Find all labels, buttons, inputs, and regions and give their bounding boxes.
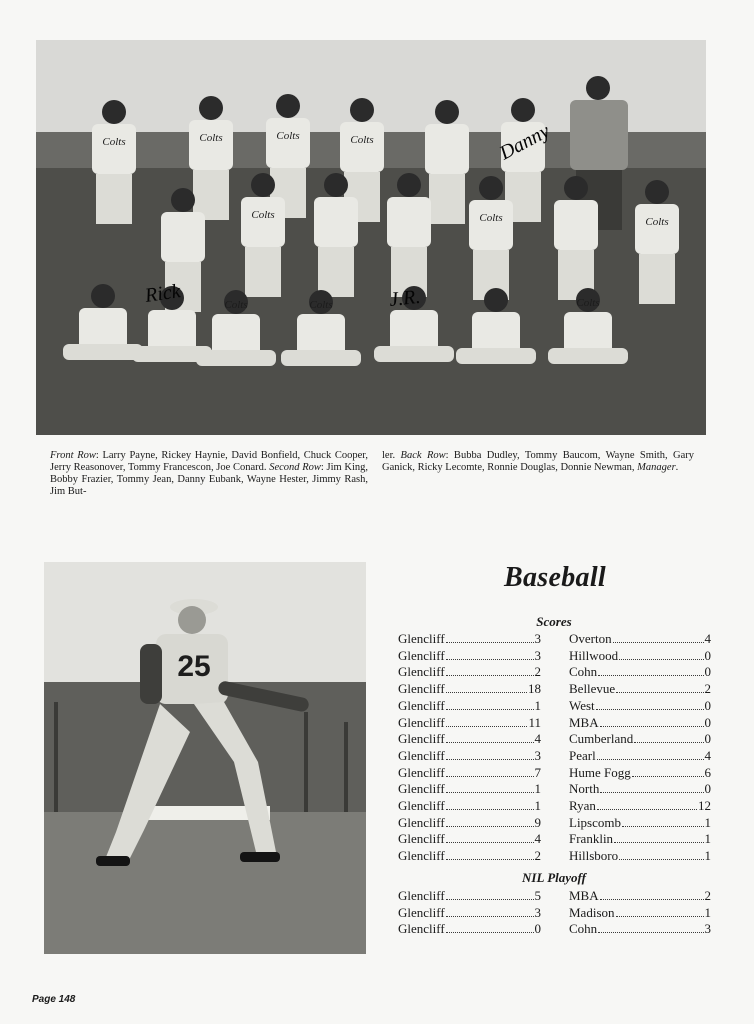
opponent-name: MBA: [569, 888, 599, 903]
leader-dots: [446, 776, 534, 777]
team-name: Glencliff: [398, 681, 445, 697]
leader-dots: [600, 792, 703, 793]
team-caption-left: [50, 450, 368, 498]
jersey-text: Colts: [251, 209, 275, 221]
opponent-name: West: [569, 697, 595, 713]
front-row-names: : Larry Payne, Rickey Haynie, David Bonfield, Chuck Cooper, Jerry Reasonover, Tommy Francescon, Joe Conard.: [50, 450, 368, 473]
opponent-entry: [569, 848, 711, 864]
opponent-name: Overton: [569, 631, 612, 646]
score-row: [398, 921, 713, 938]
front-row-label: Front Row: [50, 450, 96, 461]
leader-dots: [446, 826, 534, 827]
opponent-score: 1: [704, 848, 711, 864]
jersey-number: 25: [177, 650, 211, 683]
leader-dots: [622, 826, 704, 827]
leader-dots: [600, 726, 704, 727]
home-entry: [398, 681, 541, 697]
leader-dots: [446, 692, 527, 693]
opponent-entry: [569, 781, 711, 797]
opponent-score: 2: [704, 681, 711, 697]
team-score: 1: [534, 697, 541, 713]
home-entry: [398, 631, 541, 647]
opponent-entry: [569, 798, 711, 814]
team-score: 1: [534, 798, 541, 813]
team-score: 18: [528, 681, 541, 697]
leader-dots: [446, 916, 534, 917]
team-score: 11: [528, 714, 541, 730]
score-row: [398, 631, 713, 648]
team-name: Glencliff: [398, 697, 445, 713]
leader-dots: [614, 842, 703, 843]
leader-dots: [446, 742, 534, 743]
autograph: J.R.: [388, 285, 422, 311]
opponent-entry: [569, 921, 711, 937]
manager-label: Manager: [637, 462, 676, 473]
home-entry: [398, 888, 541, 904]
back-row-names: : Bubba Dudley, Tommy Baucom, Wayne Smith, Gary Ganick, Ricky Lecomte, Ronnie Douglas, Donnie Newman,: [382, 450, 694, 473]
section-title: Baseball: [504, 562, 606, 593]
opponent-entry: [569, 664, 711, 680]
leader-dots: [446, 932, 534, 933]
score-row: [398, 681, 713, 698]
leader-dots: [446, 859, 534, 860]
score-row: [398, 888, 713, 905]
opponent-entry: [569, 631, 711, 647]
home-entry: [398, 815, 541, 831]
opponent-name: Hillwood: [569, 647, 619, 663]
team-name: Glencliff: [398, 814, 445, 830]
opponent-score: 0: [704, 731, 711, 747]
team-score: 3: [534, 631, 541, 646]
team-score: 3: [534, 904, 541, 920]
score-row: [398, 831, 713, 848]
leader-dots: [600, 899, 704, 900]
team-name: Glencliff: [398, 747, 445, 763]
home-entry: [398, 748, 541, 764]
opponent-name: Madison: [569, 904, 615, 920]
page-number: Page 148: [32, 994, 76, 1005]
jersey-text: Colts: [645, 216, 669, 228]
opponent-score: 6: [704, 764, 711, 780]
score-row: [398, 731, 713, 748]
opponent-name: Franklin: [569, 831, 614, 847]
home-entry: [398, 921, 541, 937]
jersey-text: Colts: [276, 130, 300, 142]
caption-end: .: [675, 462, 679, 473]
second-row-names: : Jim King, Bobby Frazier, Tommy Jean, Danny Eubank, Wayne Hester, Jimmy Rash, Jim But-: [50, 462, 369, 497]
opponent-score: 0: [704, 647, 711, 663]
team-name: Glencliff: [398, 714, 445, 730]
team-name: Glencliff: [398, 798, 445, 813]
playoff-heading: NIL Playoff: [522, 870, 586, 885]
opponent-entry: [569, 731, 711, 747]
home-entry: [398, 765, 541, 781]
team-score: 3: [534, 747, 541, 763]
opponent-score: 0: [704, 781, 711, 797]
leader-dots: [616, 916, 704, 917]
opponent-name: Hume Fogg: [569, 764, 631, 780]
opponent-name: Cohn: [569, 921, 598, 937]
score-row: [398, 815, 713, 832]
home-entry: [398, 781, 541, 797]
opponent-score: 1: [704, 831, 711, 847]
opponent-score: 0: [704, 714, 711, 730]
back-row-label: Back Row: [400, 450, 446, 461]
team-score: 9: [534, 814, 541, 830]
score-row: [398, 798, 713, 815]
leader-dots: [446, 659, 534, 660]
opponent-name: Pearl: [569, 747, 596, 763]
score-row: [398, 648, 713, 665]
opponent-entry: [569, 815, 711, 831]
team-name: Glencliff: [398, 904, 445, 920]
team-photo: [36, 40, 706, 435]
team-score: 2: [534, 848, 541, 864]
team-score: 4: [534, 731, 541, 747]
team-score: 7: [534, 764, 541, 780]
home-entry: [398, 731, 541, 747]
opponent-entry: [569, 715, 711, 731]
score-row: [398, 698, 713, 715]
leader-dots: [619, 659, 703, 660]
opponent-entry: [569, 748, 711, 764]
team-caption-right: [382, 450, 694, 474]
opponent-name: North: [569, 781, 600, 797]
opponent-name: Cumberland: [569, 731, 634, 747]
leader-dots: [613, 642, 704, 643]
opponent-score: 1: [704, 904, 711, 920]
home-entry: [398, 905, 541, 921]
home-entry: [398, 648, 541, 664]
pitcher-photo: [44, 562, 366, 954]
opponent-score: 4: [704, 747, 711, 763]
leader-dots: [616, 692, 703, 693]
team-name: Glencliff: [398, 764, 445, 780]
leader-dots: [596, 709, 704, 710]
home-entry: [398, 698, 541, 714]
opponent-score: 0: [704, 664, 711, 680]
opponent-score: 0: [704, 697, 711, 713]
opponent-score: 12: [698, 798, 711, 813]
leader-dots: [446, 726, 528, 727]
opponent-name: Lipscomb: [569, 814, 621, 830]
leader-dots: [632, 776, 704, 777]
leader-dots: [598, 932, 703, 933]
team-name: Glencliff: [398, 664, 445, 680]
jersey-text: Colts: [479, 212, 503, 224]
team-name: Glencliff: [398, 647, 445, 663]
opponent-name: MBA: [569, 714, 599, 730]
team-score: 0: [534, 921, 541, 937]
leader-dots: [446, 792, 534, 793]
autograph: Rick: [143, 280, 182, 307]
leader-dots: [634, 742, 703, 743]
score-row: [398, 781, 713, 798]
leader-dots: [597, 809, 697, 810]
opponent-entry: [569, 905, 711, 921]
jersey-text: Colts: [102, 136, 126, 148]
jersey-text: Colts: [224, 299, 248, 311]
team-name: Glencliff: [398, 781, 445, 797]
leader-dots: [446, 759, 534, 760]
team-name: Glencliff: [398, 921, 445, 937]
team-name: Glencliff: [398, 888, 445, 903]
opponent-entry: [569, 698, 711, 714]
opponent-name: Hillsboro: [569, 848, 619, 864]
leader-dots: [598, 675, 703, 676]
team-score: 1: [534, 781, 541, 797]
second-row-label: Second Row: [269, 462, 321, 473]
jersey-text: Colts: [309, 299, 333, 311]
opponent-name: Ryan: [569, 798, 596, 813]
score-row: [398, 664, 713, 681]
opponent-entry: [569, 681, 711, 697]
autograph: Danny: [496, 119, 554, 165]
home-entry: [398, 848, 541, 864]
caption-continued: ler.: [382, 450, 396, 461]
leader-dots: [619, 859, 703, 860]
team-name: Glencliff: [398, 631, 445, 646]
home-entry: [398, 831, 541, 847]
opponent-entry: [569, 888, 711, 904]
leader-dots: [597, 759, 704, 760]
opponent-entry: [569, 648, 711, 664]
score-row: [398, 748, 713, 765]
leader-dots: [446, 675, 534, 676]
team-score: 4: [534, 831, 541, 847]
leader-dots: [446, 899, 534, 900]
team-score: 3: [534, 647, 541, 663]
team-name: Glencliff: [398, 848, 445, 864]
leader-dots: [446, 809, 534, 810]
opponent-score: 2: [704, 888, 711, 903]
home-entry: [398, 664, 541, 680]
score-row: [398, 715, 713, 732]
scores-heading: Scores: [536, 614, 572, 629]
score-row: [398, 765, 713, 782]
team-name: Glencliff: [398, 831, 445, 847]
jersey-text: Colts: [576, 297, 600, 309]
team-score: 5: [534, 888, 541, 903]
opponent-entry: [569, 831, 711, 847]
score-row: [398, 905, 713, 922]
score-row: [398, 848, 713, 865]
leader-dots: [446, 709, 534, 710]
leader-dots: [446, 642, 534, 643]
team-score: 2: [534, 664, 541, 680]
team-name: Glencliff: [398, 731, 445, 747]
home-entry: [398, 715, 541, 731]
jersey-text: Colts: [350, 134, 374, 146]
opponent-entry: [569, 765, 711, 781]
opponent-score: 1: [704, 814, 711, 830]
opponent-score: 4: [704, 631, 711, 646]
opponent-score: 3: [704, 921, 711, 937]
leader-dots: [446, 842, 534, 843]
jersey-text: Colts: [199, 132, 223, 144]
home-entry: [398, 798, 541, 814]
opponent-name: Bellevue: [569, 681, 616, 697]
opponent-name: Cohn: [569, 664, 598, 680]
